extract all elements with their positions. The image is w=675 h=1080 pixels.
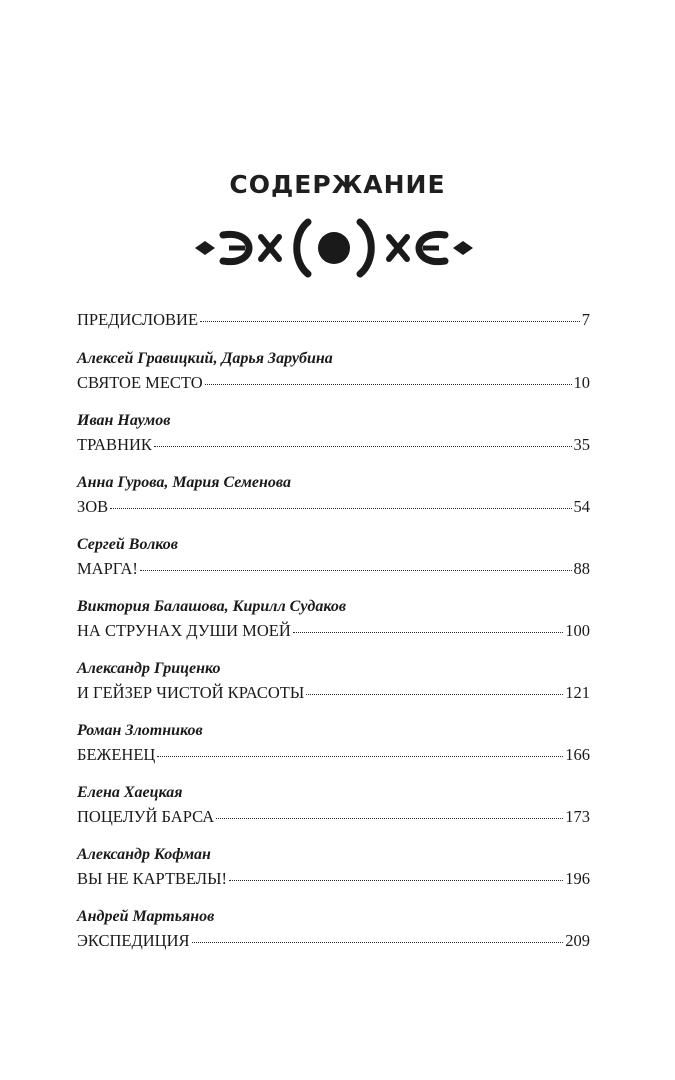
- story-title: БЕЖЕНЕЦ: [77, 745, 156, 764]
- toc-entry: [77, 310, 590, 330]
- toc-line: [77, 807, 590, 827]
- author-name: Сергей Волков: [77, 536, 178, 553]
- toc-entry: [77, 907, 590, 951]
- dot-leader: [200, 321, 580, 322]
- author-name: Анна Гурова, Мария Семенова: [77, 474, 291, 491]
- author-name: Виктория Балашова, Кирилл Судаков: [77, 598, 346, 615]
- story-title: ВЫ НЕ КАРТВЕЛЫ!: [77, 869, 227, 888]
- author-name: Андрей Мартьянов: [77, 908, 215, 925]
- dot-leader: [157, 756, 563, 757]
- page-title: СОДЕРЖАНИЕ: [229, 170, 446, 199]
- toc-line: [77, 497, 590, 517]
- toc-line: [77, 621, 590, 641]
- toc-line: [77, 435, 590, 455]
- toc-line: [77, 745, 590, 765]
- page-number: 35: [573, 435, 590, 454]
- dot-leader: [306, 694, 563, 695]
- dot-leader: [110, 508, 571, 509]
- author-name: Алексей Гравицкий, Дарья Зарубина: [77, 350, 333, 367]
- author-name: Елена Хаецкая: [77, 784, 183, 801]
- toc-entry: [77, 659, 590, 703]
- page-number: 209: [565, 931, 590, 950]
- story-title: ЭКСПЕДИЦИЯ: [77, 931, 190, 950]
- toc-entry: [77, 845, 590, 889]
- toc-line: [77, 683, 590, 703]
- author-name: Роман Злотников: [77, 722, 203, 739]
- dot-leader: [216, 818, 563, 819]
- dot-leader: [192, 942, 564, 943]
- story-title: МАРГА!: [77, 559, 138, 578]
- toc-entry: [77, 597, 590, 641]
- story-title: ЗОВ: [77, 497, 109, 516]
- toc-line: [77, 931, 590, 951]
- dot-leader: [140, 570, 572, 571]
- page-number: 166: [565, 745, 590, 764]
- toc-entry: [77, 473, 590, 517]
- toc-entry: [77, 535, 590, 579]
- story-title: СВЯТОЕ МЕСТО: [77, 373, 203, 392]
- dot-leader: [293, 632, 563, 633]
- story-title: ПОЦЕЛУЙ БАРСА: [77, 807, 215, 826]
- toc-line: [77, 310, 590, 330]
- author-name: Александр Гриценко: [77, 660, 221, 677]
- story-title: ПРЕДИСЛОВИЕ: [77, 310, 199, 329]
- page-number: 173: [565, 807, 590, 826]
- page-number: 121: [565, 683, 590, 702]
- toc-entry: [77, 721, 590, 765]
- page-number: 7: [581, 310, 590, 329]
- author-name: Александр Кофман: [77, 846, 211, 863]
- toc-entry: [77, 349, 590, 393]
- page-number: 10: [573, 373, 590, 392]
- ornament-divider: [195, 218, 473, 278]
- toc-line: [77, 869, 590, 889]
- page-number: 196: [565, 869, 590, 888]
- toc-entry: [77, 783, 590, 827]
- story-title: И ГЕЙЗЕР ЧИСТОЙ КРАСОТЫ: [77, 683, 305, 702]
- story-title: ТРАВНИК: [77, 435, 152, 454]
- dot-leader: [229, 880, 563, 881]
- toc-line: [77, 373, 590, 393]
- story-title: НА СТРУНАХ ДУШИ МОЕЙ: [77, 621, 291, 640]
- table-of-contents: [77, 310, 590, 969]
- author-name: Иван Наумов: [77, 412, 171, 429]
- page-number: 100: [565, 621, 590, 640]
- toc-line: [77, 559, 590, 579]
- toc-entry: [77, 411, 590, 455]
- page-number: 88: [573, 559, 590, 578]
- page-number: 54: [573, 497, 590, 516]
- dot-leader: [205, 384, 572, 385]
- dot-leader: [154, 446, 572, 447]
